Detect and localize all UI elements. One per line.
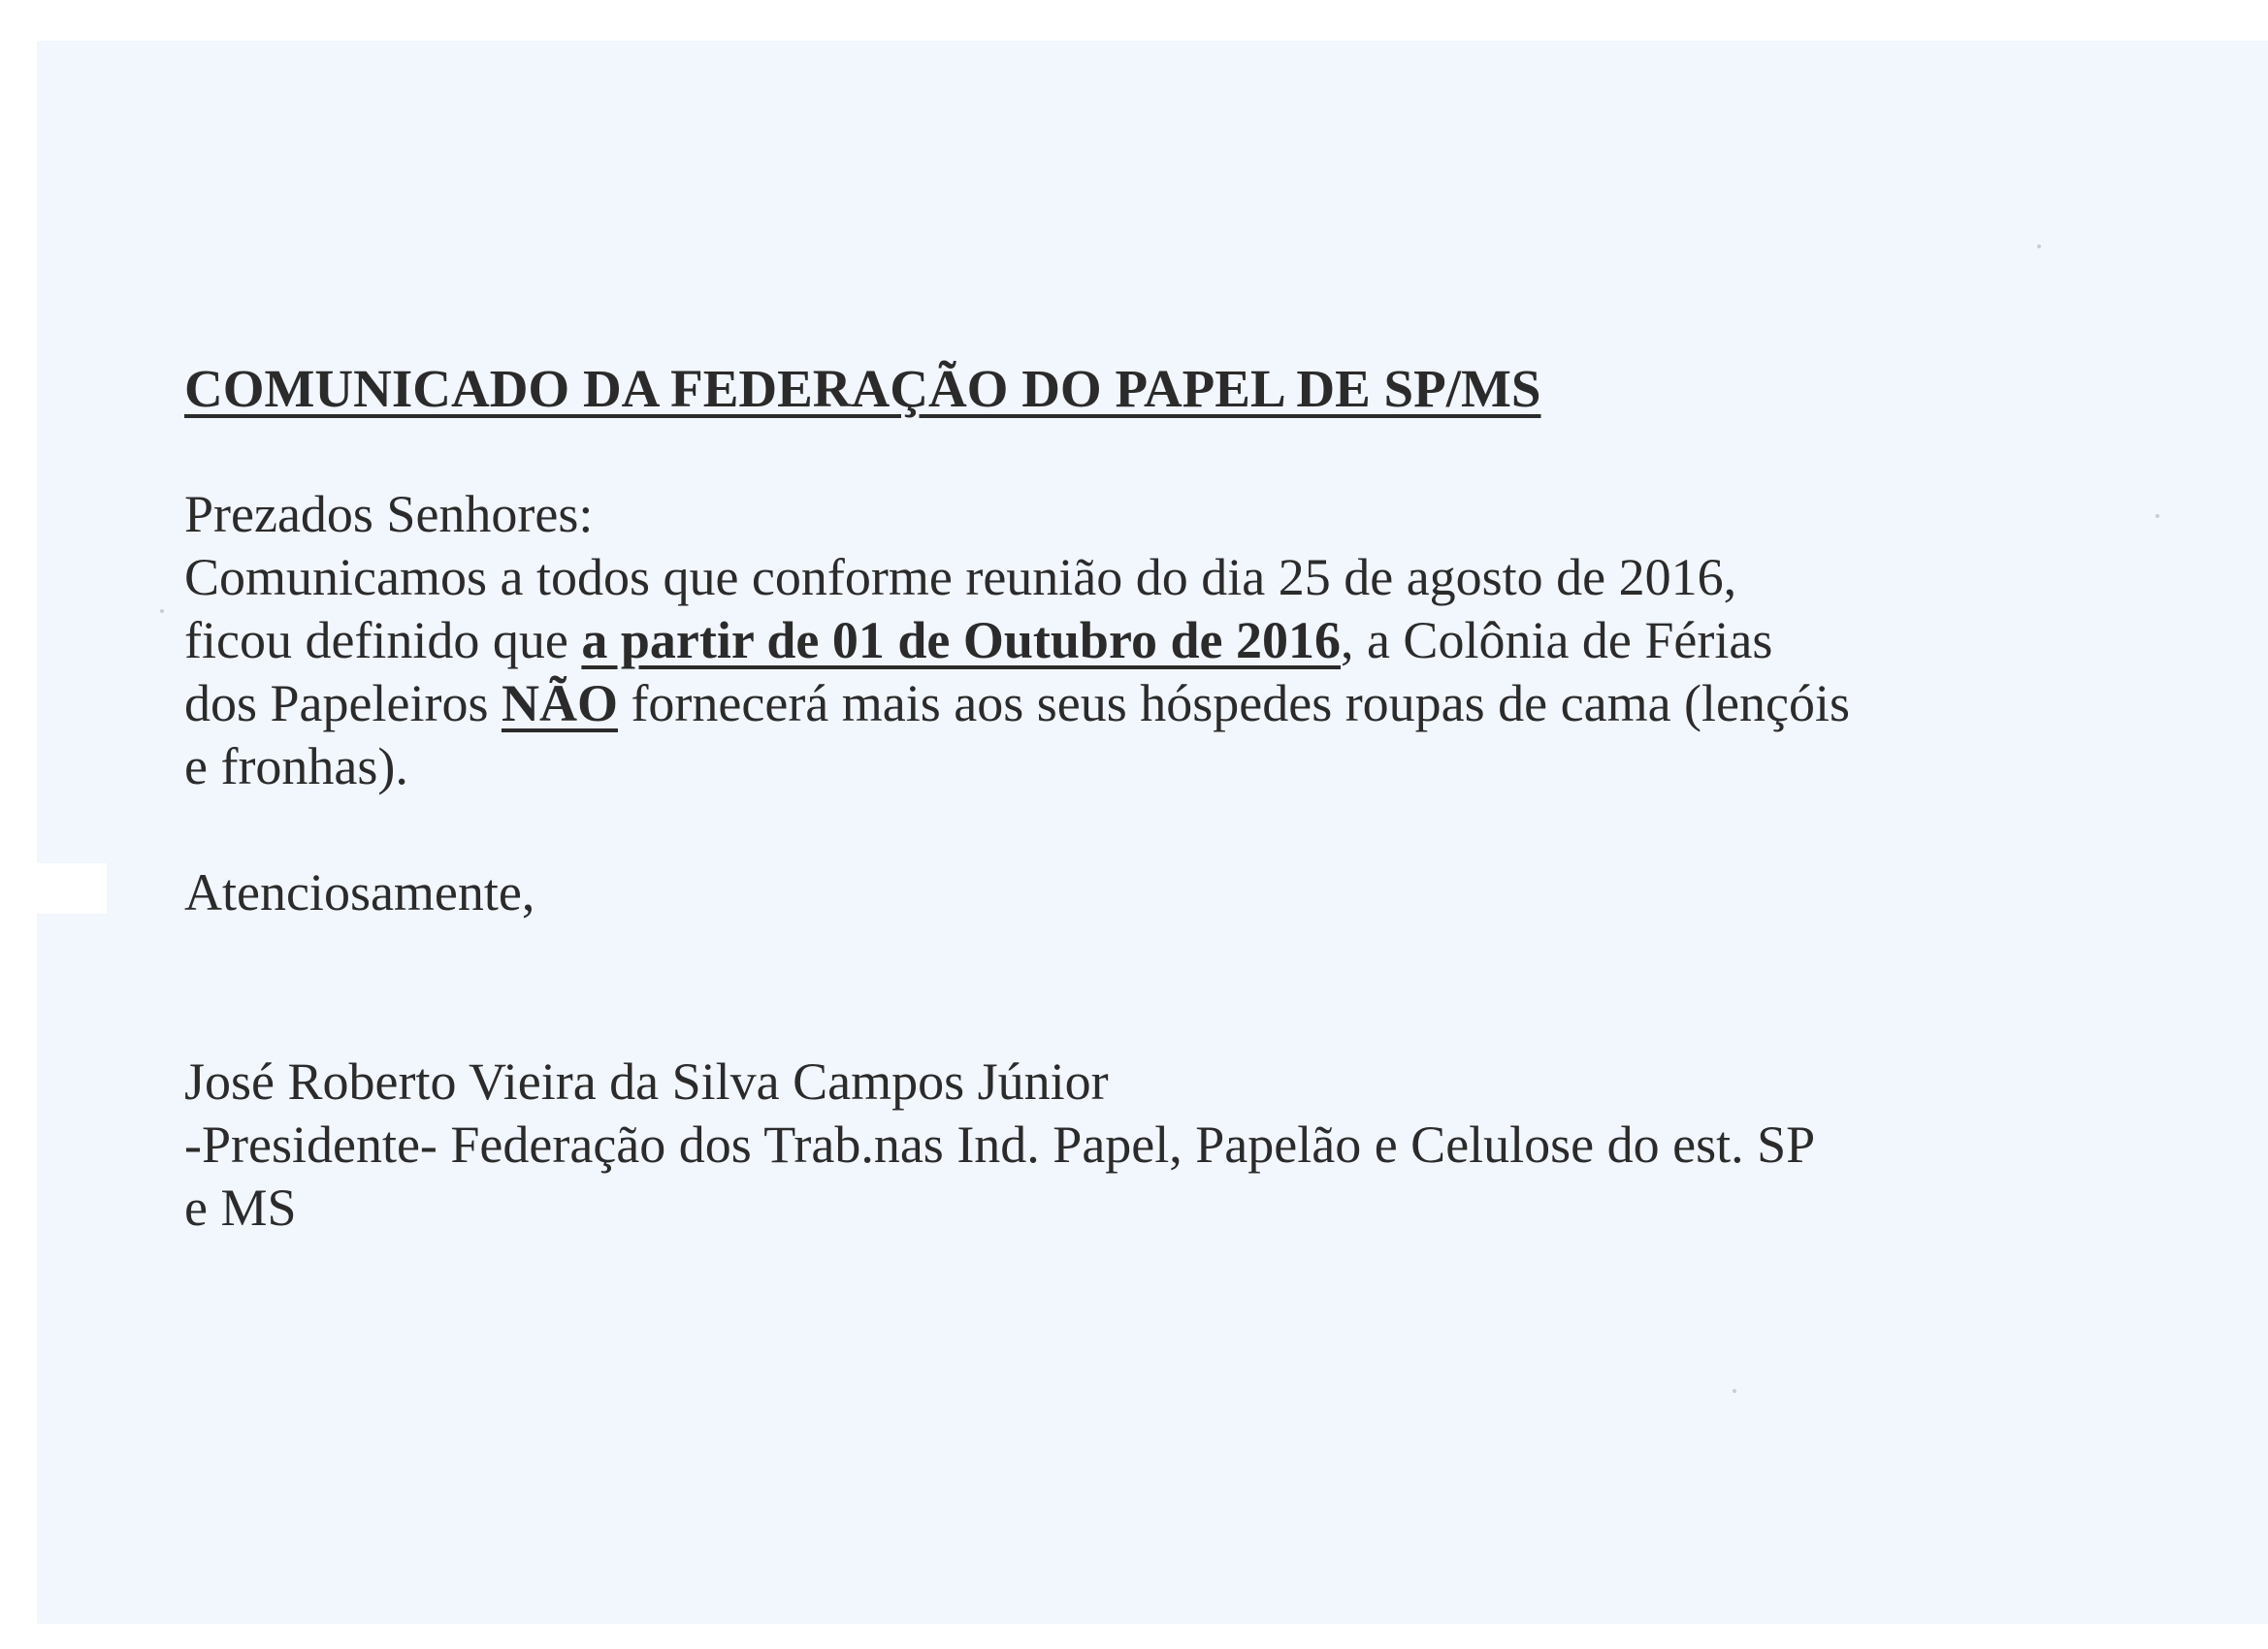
signature-spacer <box>184 924 2124 1051</box>
body-line-3-start: dos Papeleiros <box>184 674 502 732</box>
signatory-name: José Roberto Vieira da Silva Campos Júnior <box>184 1052 1109 1111</box>
body-line-2 <box>184 609 2124 672</box>
body-line-2-start: ficou definido que <box>184 611 582 669</box>
greeting: Prezados Senhores: <box>184 485 594 543</box>
scan-speck <box>160 609 164 613</box>
body-line-2-end: , a Colônia de Férias <box>1340 611 1773 669</box>
effective-date-emphasis: a partir de 01 de Outubro de 2016 <box>581 611 1341 669</box>
scan-speck <box>2155 514 2159 518</box>
body-line-3 <box>184 672 2124 735</box>
letter-body <box>184 357 2124 1240</box>
document-title: COMUNICADO DA FEDERAÇÃO DO PAPEL DE SP/MS <box>184 359 1541 418</box>
scan-edge-notch <box>0 863 107 914</box>
scan-speck <box>1733 1389 1736 1393</box>
closing: Atenciosamente, <box>184 863 535 922</box>
scan-speck <box>2037 244 2041 248</box>
paragraph-spacer <box>184 798 2124 861</box>
signatory-role-line-2: e MS <box>184 1179 297 1237</box>
signatory-role-line-1: -Presidente- Federação dos Trab.nas Ind. Papel, Papelão e Celulose do est. SP <box>184 1116 1816 1174</box>
negation-emphasis: NÃO <box>501 674 618 732</box>
body-line-3-end: fornecerá mais aos seus hóspedes roupas de cama (lençóis <box>617 674 1850 732</box>
body-line-1: Comunicamos a todos que conforme reunião do dia 25 de agosto de 2016, <box>184 548 1737 606</box>
body-line-4: e fronhas). <box>184 737 408 795</box>
